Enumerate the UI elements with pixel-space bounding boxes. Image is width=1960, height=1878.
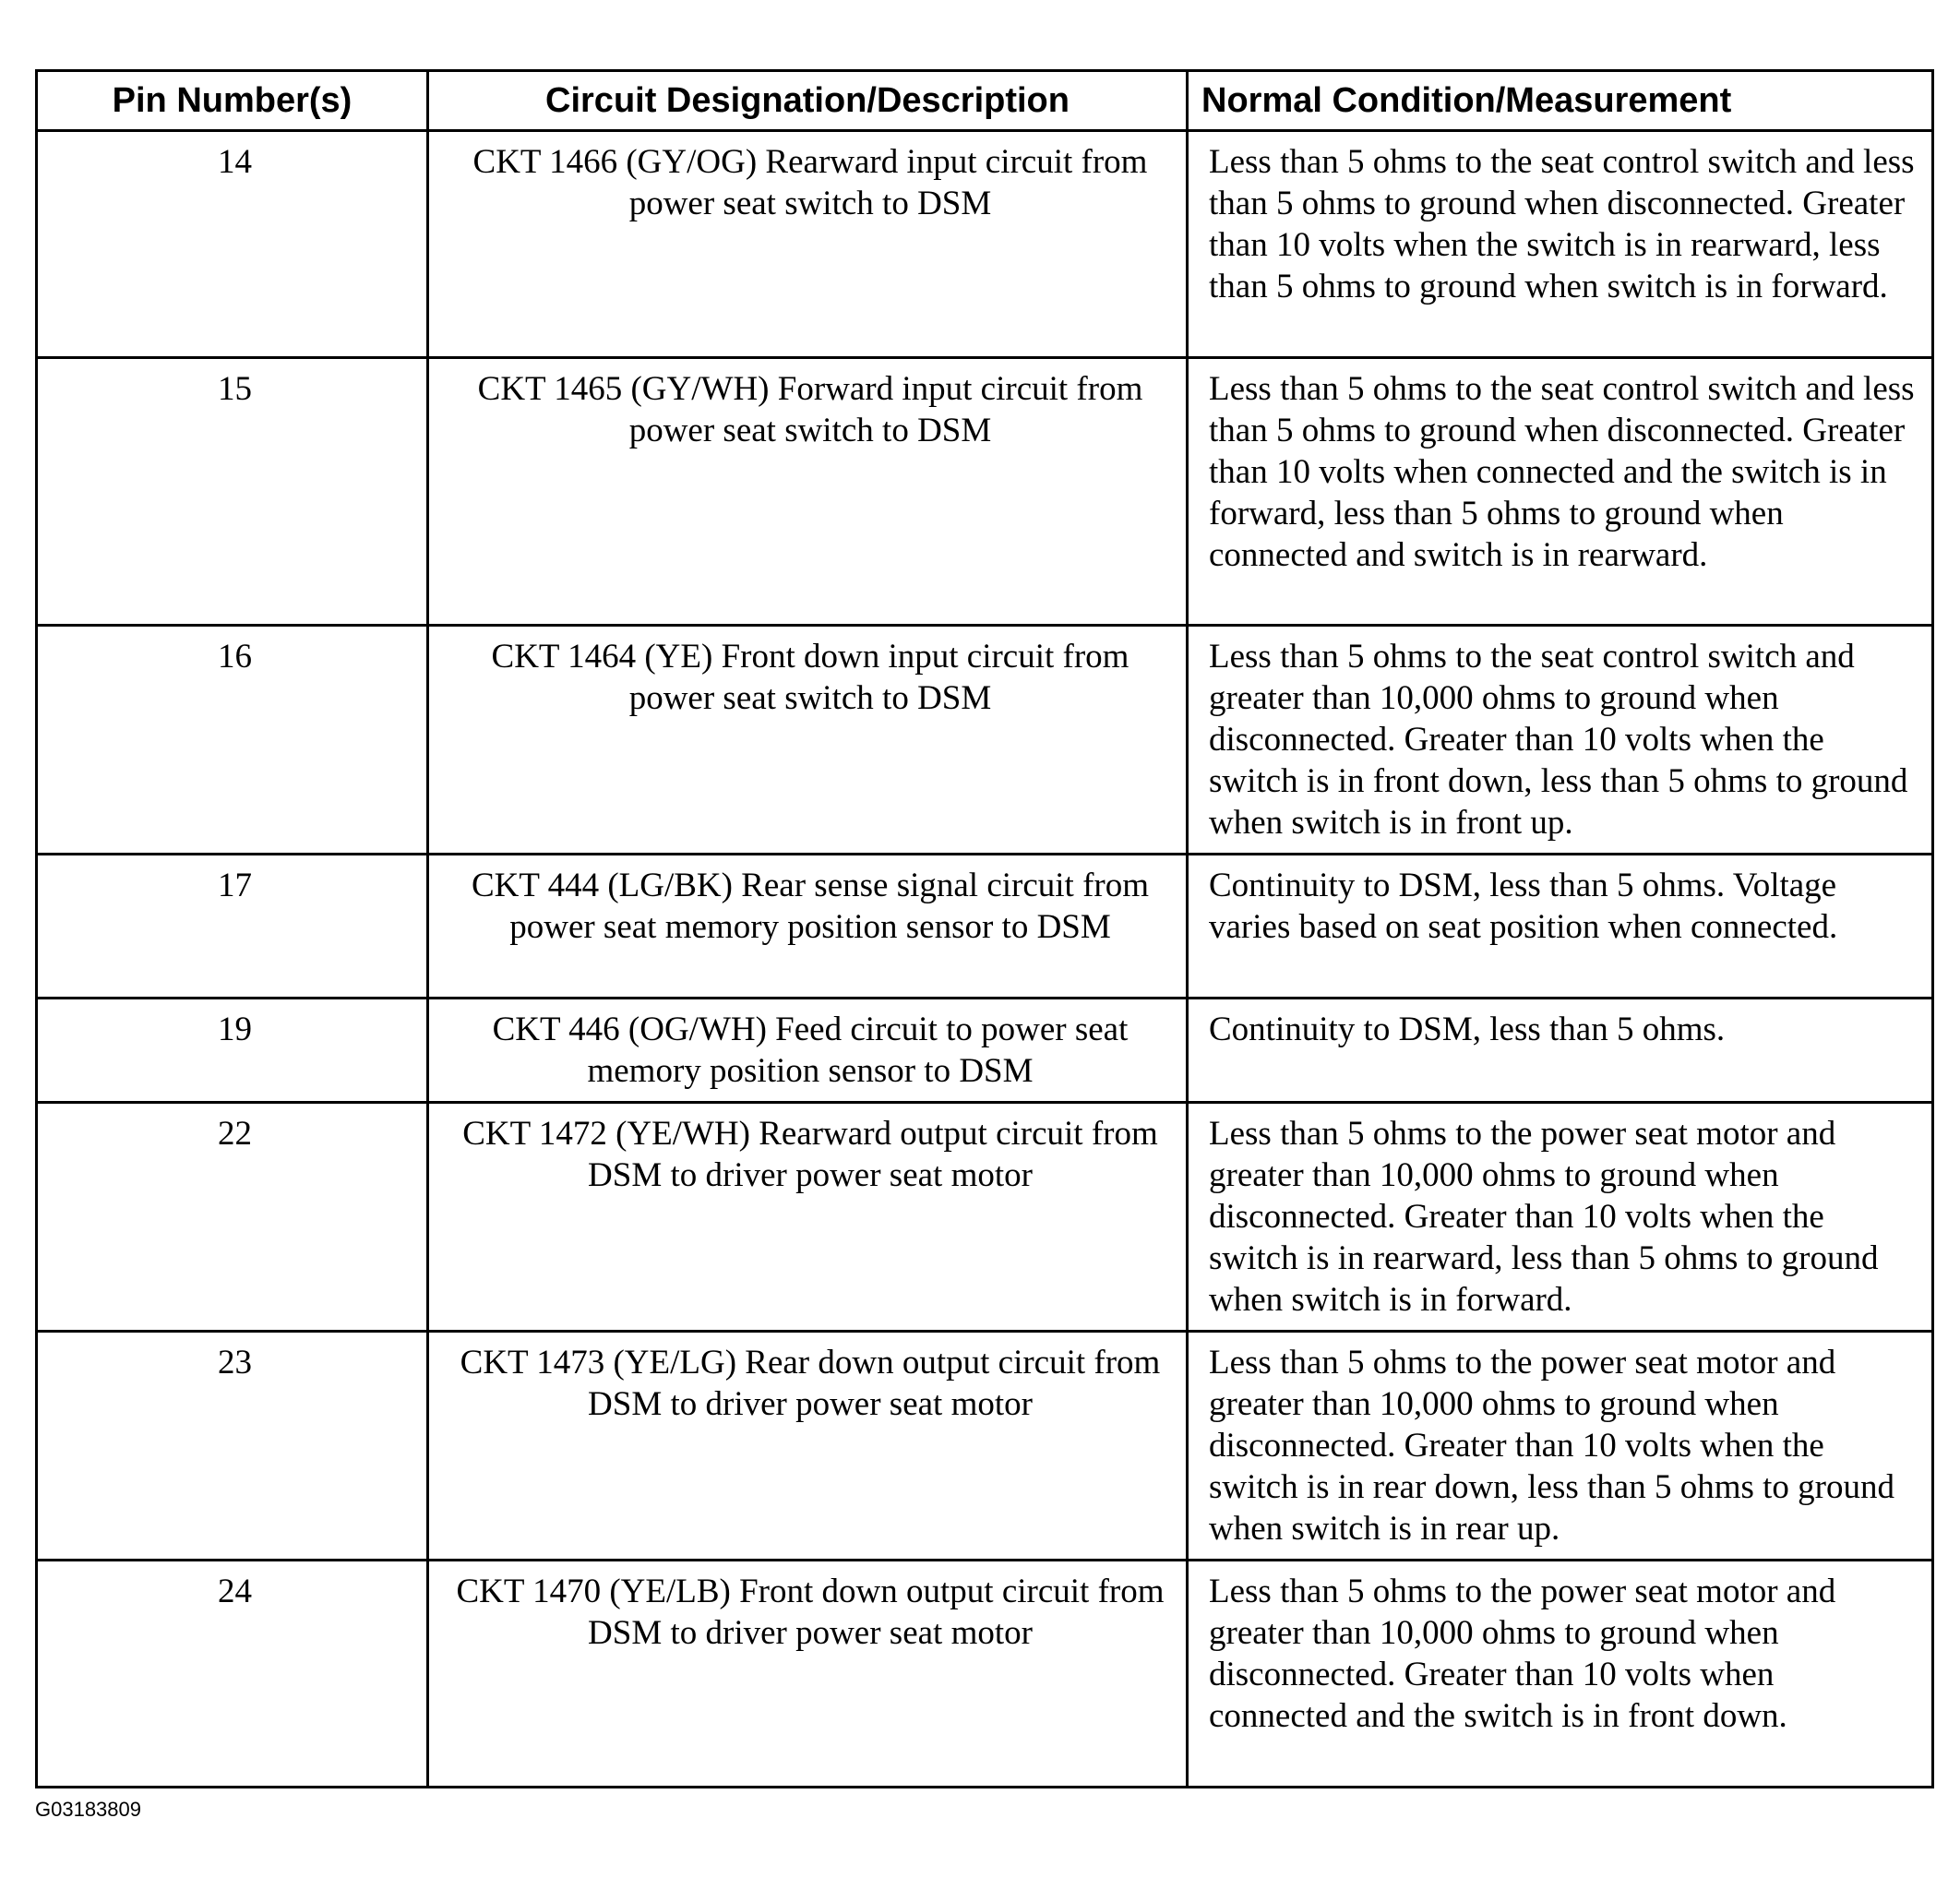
header-normal-condition: Normal Condition/Measurement [1188,71,1933,131]
table-row [37,358,1933,626]
table-header-row [37,71,1933,131]
measurement-cell: Less than 5 ohms to the seat control switch and less than 5 ohms to ground when disconnected. Greater than 10 volts when connected and the switch is in forward, less than 5 ohms to ground when connected and switch is in rearward. [1188,358,1933,626]
pin-table [35,69,1934,1788]
measurement-cell: Less than 5 ohms to the power seat motor and greater than 10,000 ohms to ground when disconnected. Greater than 10 volts when the switch is in rearward, less than 5 ohms to ground when switch is in forward. [1188,1103,1933,1332]
pin-cell: 16 [37,626,428,855]
measurement-cell: Less than 5 ohms to the seat control switch and greater than 10,000 ohms to ground when disconnected. Greater than 10 volts when the switch is in front down, less than 5 ohms to ground when switch is in front up. [1188,626,1933,855]
pin-cell: 15 [37,358,428,626]
table-row [37,1561,1933,1788]
circuit-cell: CKT 446 (OG/WH) Feed circuit to power seat memory position sensor to DSM [428,999,1188,1103]
measurement-cell: Less than 5 ohms to the power seat motor and greater than 10,000 ohms to ground when disconnected. Greater than 10 volts when the switch is in rear down, less than 5 ohms to ground when switch is in rear up. [1188,1332,1933,1561]
pin-cell: 24 [37,1561,428,1788]
circuit-cell: CKT 444 (LG/BK) Rear sense signal circuit from power seat memory position sensor to DSM [428,855,1188,999]
table-row [37,1103,1933,1332]
table-row [37,1332,1933,1561]
document-sheet [35,69,1931,1788]
figure-id: G03183809 [35,1798,141,1821]
table-row [37,999,1933,1103]
circuit-cell: CKT 1470 (YE/LB) Front down output circuit from DSM to driver power seat motor [428,1561,1188,1788]
measurement-cell: Continuity to DSM, less than 5 ohms. [1188,999,1933,1103]
measurement-cell: Less than 5 ohms to the seat control switch and less than 5 ohms to ground when disconnected. Greater than 10 volts when the switch is in rearward, less than 5 ohms to ground when switch is in forward. [1188,131,1933,358]
table-row [37,626,1933,855]
pin-cell: 22 [37,1103,428,1332]
circuit-cell: CKT 1464 (YE) Front down input circuit from power seat switch to DSM [428,626,1188,855]
measurement-cell: Less than 5 ohms to the power seat motor and greater than 10,000 ohms to ground when disconnected. Greater than 10 volts when connected and the switch is in front down. [1188,1561,1933,1788]
circuit-cell: CKT 1472 (YE/WH) Rearward output circuit from DSM to driver power seat motor [428,1103,1188,1332]
pin-cell: 23 [37,1332,428,1561]
table-row [37,131,1933,358]
header-circuit-description: Circuit Designation/Description [428,71,1188,131]
circuit-cell: CKT 1473 (YE/LG) Rear down output circuit from DSM to driver power seat motor [428,1332,1188,1561]
measurement-cell: Continuity to DSM, less than 5 ohms. Voltage varies based on seat position when connected. [1188,855,1933,999]
table-row [37,855,1933,999]
circuit-cell: CKT 1466 (GY/OG) Rearward input circuit from power seat switch to DSM [428,131,1188,358]
circuit-cell: CKT 1465 (GY/WH) Forward input circuit from power seat switch to DSM [428,358,1188,626]
header-pin-number: Pin Number(s) [37,71,428,131]
pin-cell: 19 [37,999,428,1103]
pin-cell: 14 [37,131,428,358]
pin-cell: 17 [37,855,428,999]
